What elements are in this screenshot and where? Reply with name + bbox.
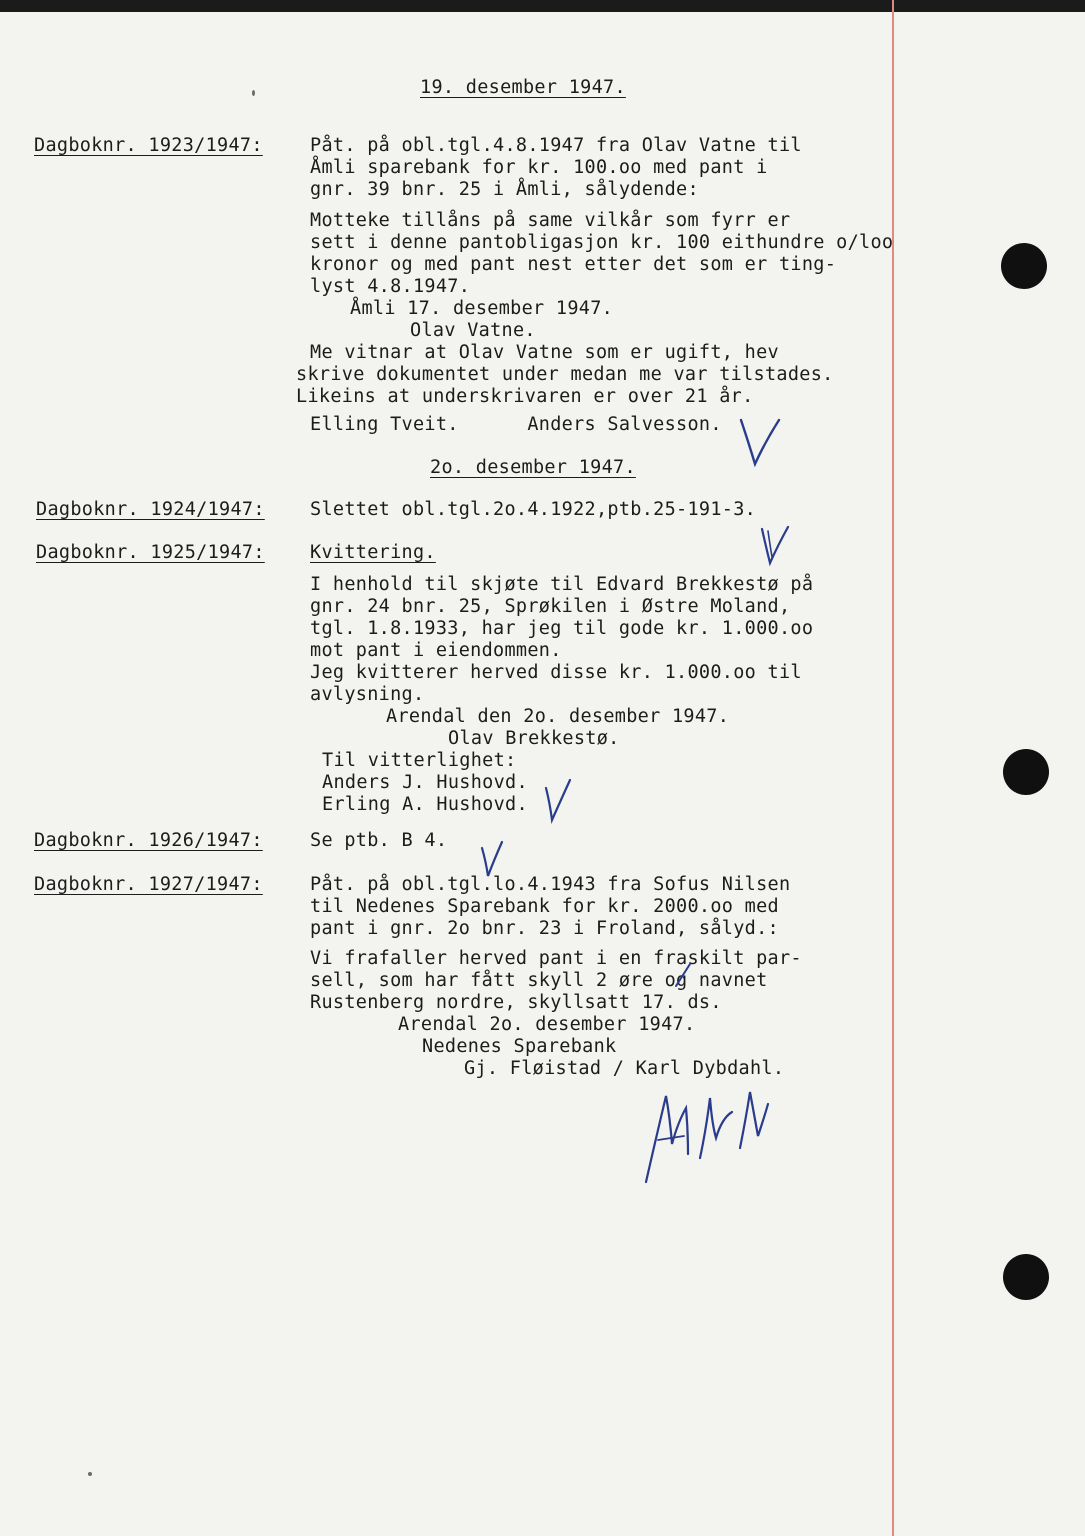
date-heading-2: 2o. desember 1947. <box>430 457 636 478</box>
entry-line: I henhold til skjøte til Edvard Brekkestø på <box>310 574 814 595</box>
entry-body-line: Vi frafaller herved pant i en fraskilt par- <box>310 948 802 969</box>
entry-ref-1926: Dagboknr. 1926/1947: <box>34 830 263 851</box>
witness-line: skrive dokumentet under medan me var tilstades. <box>296 364 834 385</box>
handwritten-checkmark-icon <box>540 776 576 824</box>
entry-line: Åmli sparebank for kr. 100.oo med pant i <box>310 157 768 178</box>
entry-text: Se ptb. B 4. <box>310 830 448 851</box>
entry-line: gnr. 39 bnr. 25 i Åmli, sålydende: <box>310 179 699 200</box>
entry-ref-1925: Dagboknr. 1925/1947: <box>36 542 265 563</box>
entry-line: tgl. 1.8.1933, har jeg til gode kr. 1.000.oo <box>310 618 814 639</box>
entry-body-line: lyst 4.8.1947. <box>310 276 471 297</box>
signers: Gj. Fløistad / Karl Dybdahl. <box>464 1058 785 1079</box>
entry-line: Påt. på obl.tgl.lo.4.1943 fra Sofus Nilsen <box>310 874 791 895</box>
entry-title: Kvittering. <box>310 542 436 563</box>
entry-body-line: sett i denne pantobligasjon kr. 100 eithundre o/loo <box>310 232 894 253</box>
handwritten-checkmark-icon <box>756 523 792 569</box>
entry-line: mot pant i eiendommen. <box>310 640 562 661</box>
place-date: Åmli 17. desember 1947. <box>350 298 614 319</box>
entry-line: gnr. 24 bnr. 25, Sprøkilen i Østre Moland, <box>310 596 791 617</box>
ink-speck <box>252 90 255 96</box>
signer: Olav Vatne. <box>410 320 536 341</box>
witness-name: Anders J. Hushovd. <box>322 772 528 793</box>
entry-line: til Nedenes Sparebank for kr. 2000.oo med <box>310 896 779 917</box>
entry-ref-1924: Dagboknr. 1924/1947: <box>36 499 265 520</box>
entry-body-line: Motteke tillåns på same vilkår som fyrr er <box>310 210 791 231</box>
witness-line: Likeins at underskrivaren er over 21 år. <box>296 386 754 407</box>
handwritten-checkmark-icon <box>478 838 506 882</box>
witness-line: Me vitnar at Olav Vatne som er ugift, hev <box>310 342 779 363</box>
entry-ref-1923: Dagboknr. 1923/1947: <box>34 135 263 156</box>
ink-speck <box>88 1472 92 1476</box>
entry-body-line: sell, som har fått skyll 2 øre og navnet <box>310 970 768 991</box>
scan-top-edge <box>0 0 1085 12</box>
entry-line: pant i gnr. 2o bnr. 23 i Froland, sålyd.: <box>310 918 779 939</box>
witness-name: Erling A. Hushovd. <box>322 794 528 815</box>
handwritten-checkmark-icon <box>735 414 785 470</box>
witness-title: Til vitterlighet: <box>322 750 517 771</box>
entry-line: Jeg kvitterer herved disse kr. 1.000.oo til <box>310 662 802 683</box>
entry-line: avlysning. <box>310 684 425 705</box>
place-date: Arendal den 2o. desember 1947. <box>386 706 730 727</box>
punch-hole-icon <box>1003 1254 1049 1300</box>
entry-body-line: kronor og med pant nest etter det som er ting- <box>310 254 837 275</box>
entry-line: Påt. på obl.tgl.4.8.1947 fra Olav Vatne til <box>310 135 802 156</box>
place-date: Arendal 2o. desember 1947. <box>398 1014 696 1035</box>
red-margin-line <box>892 0 894 1536</box>
entry-text: Slettet obl.tgl.2o.4.1922,ptb.25-191-3. <box>310 499 757 520</box>
entry-ref-1927: Dagboknr. 1927/1947: <box>34 874 263 895</box>
bank-name: Nedenes Sparebank <box>422 1036 617 1057</box>
signer: Olav Brekkestø. <box>448 728 620 749</box>
punch-hole-icon <box>1001 243 1047 289</box>
entry-body-line: Rustenberg nordre, skyllsatt 17. ds. <box>310 992 722 1013</box>
punch-hole-icon <box>1003 749 1049 795</box>
date-heading-1: 19. desember 1947. <box>420 77 626 98</box>
witness-names: Elling Tveit. Anders Salvesson. <box>310 414 722 435</box>
handwritten-initials <box>636 1078 776 1190</box>
handwritten-slash-mark <box>672 962 694 988</box>
